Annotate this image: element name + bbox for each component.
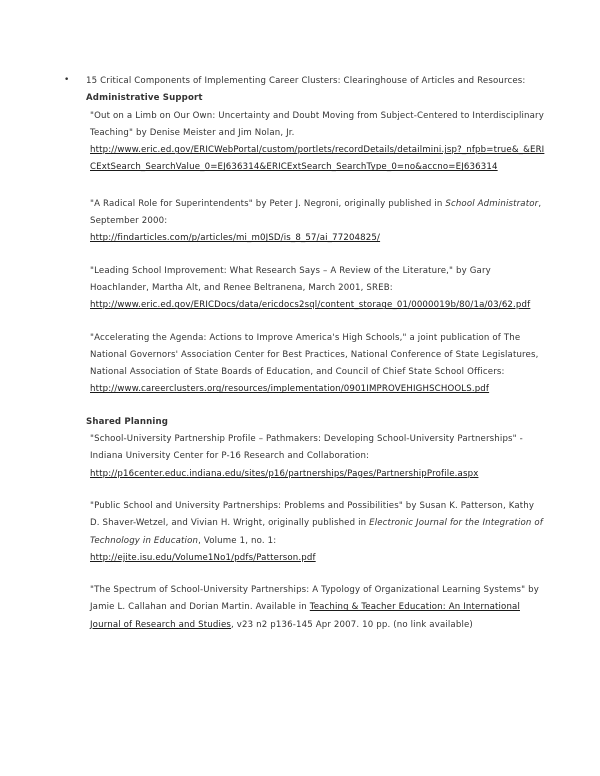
reference-text: "Out on a Limb on Our Own: Uncertainty and Doubt Moving from Subject-Centered to Interdisciplinary Teaching" by Denise Meister and Jim Nolan, Jr. xyxy=(90,110,544,138)
reference-text: "Leading School Improvement: What Research Says – A Review of the Literature," by Gary Hoachlander, Martha Alt, and Renee Beltranena, March 2001, SREB: xyxy=(90,265,491,293)
reference-text: "Public School and University Partnerships: Problems and Possibilities" by Susan K. Patterson, Kathy D. Shaver-Wetzel, and Vivian H. Wright, originally published in Electronic Journal for the Integration of Technology in Education, Volume 1, no. 1: xyxy=(90,500,543,546)
reference-text: "A Radical Role for Superintendents" by Peter J. Negroni, originally published in School Administrator, September 2000: xyxy=(90,198,542,227)
reference-text: "School-University Partnership Profile – Pathmakers: Developing School-University Partnerships" - Indiana University Center for P-16 Research and Collaboration: xyxy=(90,434,523,462)
reference-link[interactable]: http://p16center.educ.indiana.edu/sites/p16/partnerships/Pages/PartnershipProfile.aspx xyxy=(90,468,479,479)
reference-link[interactable]: http://findarticles.com/p/articles/mi_m0JSD/is_8_57/ai_77204825/ xyxy=(90,233,381,244)
section-heading-administrative-support: Administrative Support xyxy=(86,93,203,104)
list-bullet: • xyxy=(64,75,70,85)
reference-entry xyxy=(86,431,546,483)
document-content xyxy=(86,73,546,634)
intro-title: 15 Critical Components of Implementing Career Clusters: Clearinghouse of Articles and Resources: xyxy=(86,76,526,86)
section-heading-shared-planning: Shared Planning xyxy=(86,416,169,427)
reference-entry xyxy=(86,108,546,177)
reference-entry xyxy=(86,498,546,567)
reference-entry xyxy=(86,330,546,399)
reference-entry xyxy=(86,263,546,315)
publication-title: School Administrator xyxy=(445,198,539,209)
publication-title: Electronic Journal for the Integration of Technology in Education xyxy=(90,518,543,546)
reference-link[interactable]: http://www.eric.ed.gov/ERICDocs/data/ericdocs2sql/content_storage_01/0000019b/80/1a/03/62.pdf xyxy=(90,300,531,311)
reference-link[interactable]: http://ejite.isu.edu/Volume1No1/pdfs/Patterson.pdf xyxy=(90,552,316,563)
publication-title-underlined: Teaching & Teacher Education: An International Journal of Research and Studies xyxy=(90,602,520,630)
reference-link[interactable]: http://www.careerclusters.org/resources/implementation/0901IMPROVEHIGHSCHOOLS.pdf xyxy=(90,384,490,395)
reference-text: "Accelerating the Agenda: Actions to Improve America's High Schools," a joint publication of The National Governors' Association Center for Best Practices, National Conference of State Legislatures, National Association of State Boards of Education, and Council of Chief State School Officers: xyxy=(90,332,539,378)
reference-entry xyxy=(86,582,546,634)
reference-entry xyxy=(86,196,546,248)
reference-text: "The Spectrum of School-University Partnerships: A Typology of Organizational Learning Systems" by Jamie L. Callahan and Dorian Martin. Available in Teaching & Teacher Education: An International Journal of Research and Studies, v23 n2 p136-145 Apr 2007. 10 pp. (no link available) xyxy=(90,585,539,630)
reference-link[interactable]: http://www.eric.ed.gov/ERICWebPortal/custom/portlets/recordDetails/detailmini.jsp?_nfpb=true&_&ERICExtSearch_SearchValue_0=EJ636314&ERICExtSearch_SearchType_0=no&accno=EJ636314 xyxy=(90,145,545,173)
